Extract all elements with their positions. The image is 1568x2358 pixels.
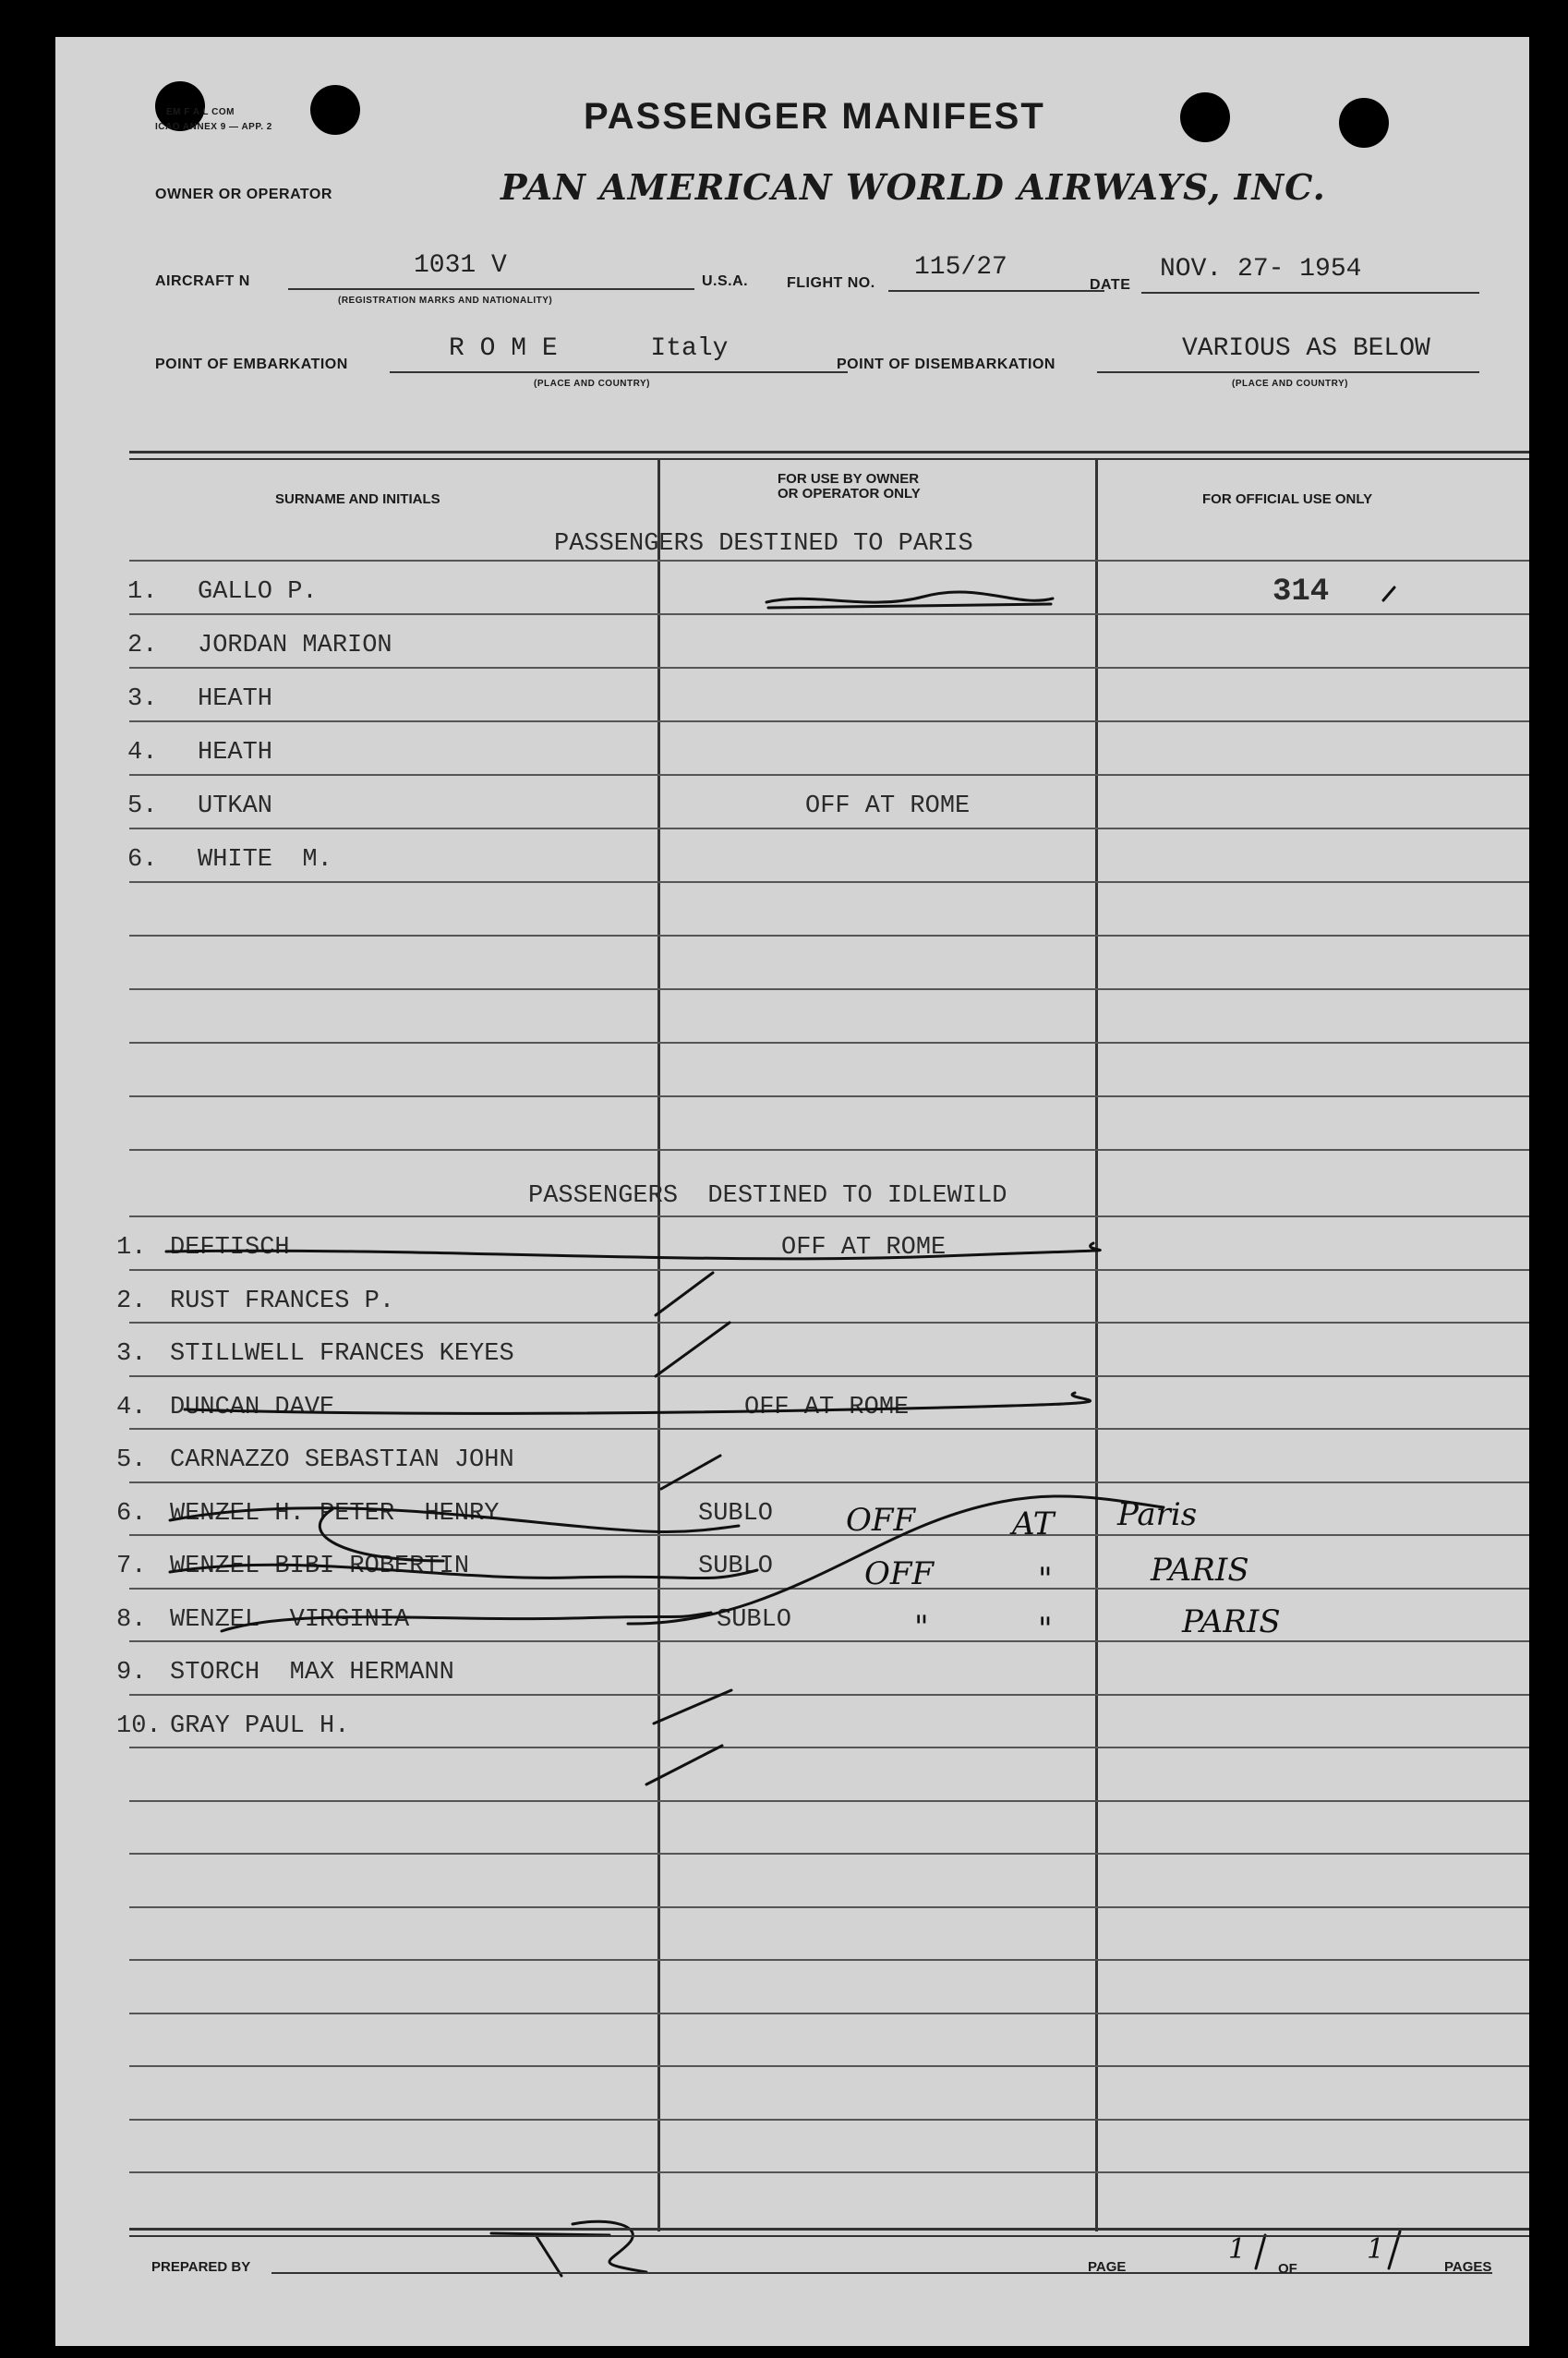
aircraft-caption: (REGISTRATION MARKS AND NATIONALITY) — [338, 296, 553, 306]
row7-handwritten-ditto: " — [1038, 1561, 1053, 1598]
row-number: 3. — [127, 685, 158, 713]
check-row3 — [656, 1323, 730, 1376]
col-header-owner-line2: OR OPERATOR ONLY — [778, 486, 921, 502]
embark-label: POINT OF EMBARKATION — [155, 357, 348, 372]
row8-handwritten-destination: PARIS — [1182, 1603, 1281, 1640]
strike-wenzel-row6-loop — [320, 1509, 443, 1561]
strike-wenzel-wave — [628, 1496, 1164, 1624]
passenger-name: JORDAN MARION — [198, 632, 392, 659]
row-number: 1. — [127, 578, 158, 606]
disembark-caption: (PLACE AND COUNTRY) — [1232, 379, 1348, 389]
passenger-name: RUST FRANCES P. — [170, 1288, 395, 1315]
pages-label: PAGES — [1444, 2259, 1492, 2275]
row-number: 6. — [116, 1500, 147, 1528]
row8-handwritten-ditto-2: " — [1038, 1611, 1053, 1648]
strike-idlewild-row4 — [185, 1393, 1091, 1413]
check-row5 — [661, 1456, 720, 1489]
prepared-by-label: PREPARED BY — [151, 2259, 251, 2275]
of-value: 1 — [1367, 2233, 1385, 2266]
manifest-sheet — [55, 37, 1529, 2346]
table-bottom-rule-2 — [129, 2235, 1529, 2237]
form-title: PASSENGER MANIFEST — [584, 96, 1045, 137]
prepared-by-underline — [271, 2272, 1140, 2274]
aircraft-value: 1031 V — [414, 251, 507, 280]
page-value: 1 — [1228, 2233, 1247, 2266]
passenger-name: DEFTISCH — [170, 1234, 290, 1262]
owner-label: OWNER OR OPERATOR — [155, 187, 332, 202]
passenger-name: DUNCAN DAVE — [170, 1394, 335, 1421]
row-number: 7. — [116, 1553, 147, 1580]
strike-wenzel-row7 — [170, 1565, 757, 1578]
official-mark: 314 — [1272, 574, 1330, 610]
disembark-label: POINT OF DISEMBARKATION — [837, 357, 1055, 372]
page-number-stroke — [1256, 2235, 1265, 2268]
row-number: 8. — [116, 1606, 147, 1634]
owner-remark: SUBLO — [698, 1553, 774, 1580]
disembark-value: VARIOUS AS BELOW — [1182, 334, 1430, 363]
passenger-name: STILLWELL FRANCES KEYES — [170, 1340, 514, 1368]
strike-wenzel-row6 — [170, 1508, 739, 1532]
passenger-name: GRAY PAUL H. — [170, 1712, 350, 1740]
col-header-owner-line1: FOR USE BY OWNER — [778, 471, 920, 487]
row6-handwritten-off: OFF — [846, 1502, 916, 1539]
row-number: 2. — [127, 632, 158, 659]
flight-value: 115/27 — [914, 253, 1007, 282]
row-number: 5. — [116, 1446, 147, 1474]
col-header-official: FOR OFFICIAL USE ONLY — [1202, 491, 1373, 507]
of-number-stroke — [1389, 2231, 1400, 2268]
corner-note-line1: EM F A L COM — [166, 107, 235, 117]
date-value: NOV. 27- 1954 — [1160, 255, 1362, 284]
passenger-name: WHITE M. — [198, 846, 332, 874]
page-label: PAGE — [1088, 2259, 1127, 2275]
strike-paris-row1-official — [1383, 587, 1394, 600]
row7-handwritten-off: OFF — [864, 1555, 935, 1592]
section-heading-paris: PASSENGERS DESTINED TO PARIS — [554, 530, 973, 558]
row-number: 4. — [127, 739, 158, 767]
flight-label: FLIGHT NO. — [787, 275, 875, 291]
table-bottom-rule-1 — [129, 2228, 1529, 2231]
row-number: 4. — [116, 1394, 147, 1421]
owner-remark: SUBLO — [717, 1606, 792, 1634]
check-row9 — [654, 1690, 731, 1723]
row-number: 6. — [127, 846, 158, 874]
row-number: 2. — [116, 1288, 147, 1315]
embark-value: R O M E Italy — [449, 334, 729, 363]
strike-paris-row1-owner — [766, 592, 1053, 602]
strike-paris-row1-owner-2 — [768, 604, 1051, 608]
owner-value: PAN AMERICAN WORLD AIRWAYS, INC. — [501, 166, 1326, 208]
strike-wenzel-row8 — [222, 1613, 711, 1631]
handwritten-strokes — [55, 37, 1529, 2346]
section-heading-idlewild: PASSENGERS DESTINED TO IDLEWILD — [528, 1182, 1007, 1210]
row-number: 1. — [116, 1234, 147, 1262]
row6-handwritten-destination: Paris — [1117, 1496, 1198, 1533]
passenger-name: UTKAN — [198, 792, 273, 820]
row6-handwritten-at: AT — [1012, 1505, 1055, 1542]
passenger-name: WENZEL VIRGINIA — [170, 1606, 410, 1634]
row-number: 5. — [127, 792, 158, 820]
passenger-name: WENZEL BIBI ROBERTIN — [170, 1553, 470, 1580]
check-row2 — [656, 1273, 713, 1315]
owner-remark: OFF AT ROME — [744, 1394, 910, 1421]
usa-label: U.S.A. — [702, 273, 749, 289]
check-row10 — [646, 1746, 722, 1784]
passenger-name: HEATH — [198, 739, 273, 767]
owner-remark: OFF AT ROME — [781, 1234, 947, 1262]
embark-caption: (PLACE AND COUNTRY) — [534, 379, 650, 389]
row8-handwritten-ditto-1: " — [914, 1609, 929, 1646]
aircraft-label: AIRCRAFT N — [155, 273, 250, 289]
passenger-name: CARNAZZO SEBASTIAN JOHN — [170, 1446, 514, 1474]
col-header-surname: SURNAME AND INITIALS — [275, 491, 440, 507]
passenger-name: STORCH MAX HERMANN — [170, 1659, 454, 1687]
row-number: 3. — [116, 1340, 147, 1368]
owner-remark: SUBLO — [698, 1500, 774, 1528]
row-number: 9. — [116, 1659, 147, 1687]
corner-note-line2: ICAO ANNEX 9 — APP. 2 — [155, 122, 272, 132]
owner-remark: OFF AT ROME — [805, 792, 971, 820]
passenger-name: WENZEL H. PETER HENRY — [170, 1500, 500, 1528]
passenger-name: HEATH — [198, 685, 273, 713]
date-label: DATE — [1090, 277, 1131, 293]
row7-handwritten-destination: PARIS — [1151, 1552, 1249, 1589]
strike-idlewild-row1 — [166, 1243, 1100, 1259]
row-number: 10. — [116, 1712, 162, 1740]
passenger-name: GALLO P. — [198, 578, 318, 606]
of-label: OF — [1278, 2261, 1297, 2277]
